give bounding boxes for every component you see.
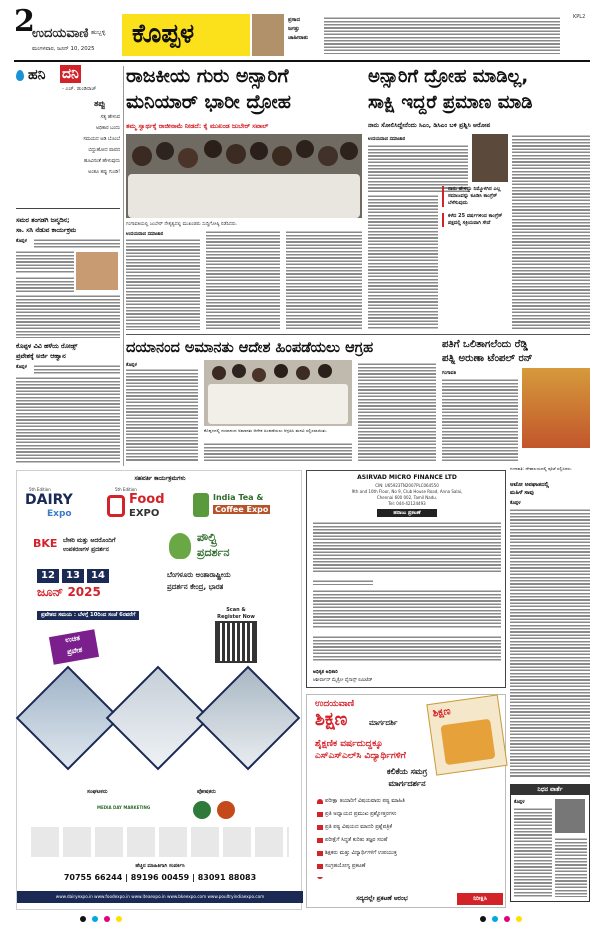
side-note-line: ಜಗತ್ತು [288, 26, 300, 32]
district-banner [122, 14, 250, 56]
lead-left-photo-caption: ಗಂಗಾವತಿಯಲ್ಲಿ ಜುಬೇರ್ ನೇತೃತ್ವದಲ್ಲಿ ಮುಖಂಡರು ಸುದ್ದಿಗೋಷ್ಠಿ ನಡೆಸಿದರು. [126, 222, 238, 227]
lead-right-pull-quote [442, 186, 510, 306]
poem-line: ಸಮಯದ ಅಡಿ ಬೊಂಬೆ [83, 137, 120, 142]
finance-notice-body [313, 635, 501, 661]
edition-tag: ಹುಬ್ಬಳ್ಳಿ [91, 29, 106, 36]
date-line: ಮಂಗಳವಾರ, ಜೂನ್ 10, 2025 [32, 46, 95, 52]
lead-left-body [126, 238, 200, 330]
food-expo-logo [107, 487, 179, 525]
register-block[interactable] [201, 607, 271, 677]
brief-one-body [34, 238, 120, 248]
page-number: 2 [14, 4, 35, 39]
date-day: 12 [37, 569, 59, 583]
shikshana-tagline-2: ಎಸ್ಎಸ್ಎಲ್‌ಸಿ ವಿದ್ಯಾರ್ಥಿಗಳಿಗೆ [315, 751, 406, 761]
column-rule [123, 66, 124, 466]
honey-author: - ಎಚ್. ಡುಂಡಿರಾಜ್ [62, 86, 97, 92]
lead-right-headline-1: ಅನ್ಸಾರಿಗೆ ದ್ರೋಹ ಮಾಡಿಲ್ಲ, [368, 66, 529, 87]
registration-dot [80, 916, 86, 922]
shikshana-points [317, 795, 501, 887]
lead-right-byline: ಉದಯವಾಣಿ ಸಮಾಚಾರ [368, 137, 406, 142]
shikshana-title: ಶಿಕ್ಷಣ [315, 709, 348, 730]
supporter-emblem [217, 801, 235, 819]
finance-notice-title: ಹರಾಜು ಪ್ರಕಟಣೆ [377, 509, 437, 517]
free-entry-line2: ಪ್ರವೇಶ [66, 645, 83, 657]
scan-line2: Register Now [217, 614, 255, 620]
poultry-line1: ಪೌಲ್ಟ್ರಿ [197, 531, 217, 544]
date-day: 14 [87, 569, 109, 583]
lead-right-subhead: ನಾನು ಸೋಲಿಸಿದ್ದೇನೆಂದು ಸಿಎಂ, ಡಿಸಿಎಂ ಬಳಿ ಪ್ರಶ್ನಿಸಿ ಆರೋಪ [368, 122, 491, 129]
ad-banner-photo [252, 14, 284, 56]
obituary-portrait [555, 799, 585, 833]
shikshana-bullets [317, 799, 323, 879]
venue-line2: ಪ್ರದರ್ಶನ ಕೇಂದ್ರ, ಭಾರತ [167, 583, 224, 591]
honey-poem [62, 112, 120, 178]
poem-line: ಹೂವಿನಂತೆ ಹೇಳುವುದು [83, 159, 120, 164]
point-item: ಸಂಗ್ರಹಯೋಗ್ಯ ಪ್ರಕಟಣೆ [325, 863, 366, 869]
finance-notice-body [313, 589, 501, 629]
brief-one-portrait [76, 252, 118, 290]
brief-one-heading: ಸಮರ ತಂಗಡಗಿ ಜನ್ಮದಿನ; [16, 216, 70, 224]
dairy-expo-logo [25, 487, 85, 525]
supporter-emblem [193, 801, 211, 819]
lead-left-subhead: ತಮ್ಮ ಸ್ವಾರ್ಥಕ್ಕೆ ರಾಜೀನಾಮೆ ನೀಡದೆ: ಕೈ ಮುಖಂಡ ಜುಬೇರ್ ಸವಾಲ್ [126, 122, 269, 130]
shikshana-cover-art [440, 719, 495, 766]
supporters-label: ಪೋಷಕರು [197, 789, 216, 795]
paper-name: ಉದಯವಾಣಿ [32, 26, 89, 41]
entry-timing: ಪ್ರವೇಶದ ಸಮಯ : ಬೆಳಗ್ಗೆ 10ರಿಂದ ಸಂಜೆ 6ರವರೆಗೆ [37, 611, 139, 620]
story-mid-left-body [358, 362, 436, 462]
poultry-line2: ಪ್ರದರ್ಶನ [197, 546, 230, 559]
drop-icon [16, 70, 24, 81]
venue-line1: ಬೆಂಗಳೂರು ಅಂತಾರಾಷ್ಟ್ರೀಯ [167, 571, 231, 579]
finance-signoff: ಅಧಿಕೃತ ಅಧಿಕಾರಿ [313, 670, 338, 675]
food-edition: 5th Edition [115, 487, 137, 492]
finance-notice [306, 470, 506, 688]
registration-dot [104, 916, 110, 922]
masthead-rule [14, 60, 590, 62]
story-mid-left [126, 338, 436, 464]
point-item: ಪ್ರತಿ ಪಠ್ಯ ವಿಷಯದ ಮಾದರಿ ಪ್ರಶ್ನೆಪತ್ರಿಕೆ [325, 824, 392, 830]
lead-story-right [368, 64, 590, 332]
shikshana-cover [426, 694, 507, 775]
lead-story-left [126, 64, 362, 332]
honey-title-word: ದನಿ [62, 66, 79, 82]
obituary-box [510, 784, 590, 902]
story-mid-left-headline: ದಯಾನಂದ ಅಮಾನತು ಆದೇಶ ಹಿಂಪಡೆಯಲು ಆಗ್ರಹ [126, 340, 374, 356]
date-day: 13 [62, 569, 84, 583]
bke-label: BKE [33, 537, 58, 550]
lead-right-body [368, 194, 438, 330]
expo-dates [37, 569, 153, 609]
poem-line: ಅಧಿಕಾರ ಬಂದು [95, 126, 120, 131]
brief-one-body [16, 250, 74, 274]
story-mid-left-body [126, 368, 198, 462]
sponsor-logos-strip [31, 827, 289, 857]
expo-illustration-mid [106, 666, 211, 771]
finance-cin: CIN: U65923TN2007PLC064550 [375, 483, 439, 488]
tea-line2: Coffee Expo [215, 505, 269, 514]
brief-one-body [16, 294, 120, 338]
shikshana-cover-title: ಶಿಕ್ಷಣ [431, 706, 452, 720]
obituary-heading: ನಿಧನ ವಾರ್ತೆ [511, 785, 589, 795]
story-mid-right-body [442, 378, 518, 462]
lead-left-photo [126, 134, 362, 218]
food-line2: EXPO [129, 508, 160, 519]
expo-advertisement [16, 470, 302, 910]
bakery-expo-logo [33, 531, 153, 561]
shikshana-subtitle-2: ಮಾರ್ಗದರ್ಶನ [388, 779, 426, 788]
media-partner-logo: MEDIA DAY MARKETING [97, 805, 151, 810]
brief-two-body [16, 376, 120, 464]
registration-dot [92, 916, 98, 922]
shikshana-title-suffix: ಮಾರ್ಗದರ್ಶಿ [369, 719, 398, 727]
lead-left-headline-1: ರಾಜಕೀಯ ಗುರು ಅನ್ಸಾರಿಗೆ [126, 65, 289, 87]
registration-dot [492, 916, 498, 922]
expo-illustration-right [196, 666, 301, 771]
lead-right-headline-2: ಸಾಕ್ಷಿ ಇದ್ದರೆ ಪ್ರಮಾಣ ಮಾಡಿ [368, 92, 533, 113]
food-expo-emblem [107, 495, 125, 517]
dairy-edition: 5th Edition [29, 487, 51, 492]
lead-left-body [286, 230, 362, 330]
story-mid-right [442, 338, 590, 464]
finance-phone: Tel: 044-42124493 [388, 501, 426, 506]
honey-dani-brief [16, 66, 120, 214]
pull-quote: ನಾನು ಹೇಳಿದ್ದು ನಿಮ್ಮೊಳಗಿನ ಎಲ್ಲ ಸಮಾಜವನ್ನು ಕೂಡಿಸಿ ಕಾಂಗ್ರೆಸ್ ಬೆಳೆಸುವುದು [442, 186, 510, 207]
brief-one [16, 214, 120, 340]
obituary-body [514, 807, 552, 897]
side-note-text [324, 16, 560, 54]
free-entry-badge [49, 629, 99, 665]
contact-phones: 70755 66244 | 89196 00459 | 83091 88083 [63, 873, 257, 882]
honey-title-prefix: ಹನಿ [28, 67, 46, 83]
expo-urls: www.dairyexpo.in www.foodexpo.in www.iteaexpo.in www.bkeexpo.com www.poultryindiaexpo.com [17, 891, 303, 903]
obituary-byline: ಕೊಪ್ಪಳ [514, 800, 525, 805]
right-column [510, 466, 590, 906]
registration-dot [504, 916, 510, 922]
finance-notice-body [313, 579, 373, 585]
lead-left-byline: ಉದಯವಾಣಿ ಸಮಾಚಾರ [126, 232, 164, 237]
registration-dot [516, 916, 522, 922]
shikshana-subtitle-1: ಕಲಿಕೆಯ ಸಮಗ್ರ [386, 767, 428, 776]
brief-one-subheading: ಸಾ. ಸಸಿ ನೆಡುವ ಕಾರ್ಯಕ್ರಮ [16, 226, 77, 234]
lead-left-body [206, 230, 280, 330]
right-col-brief-byline: ಕೊಪ್ಪಳ [510, 501, 521, 506]
registration-dot [480, 916, 486, 922]
story-mid-left-caption: ಕೊಪ್ಪಳದಲ್ಲಿ ದಯಾನಂದ ಅಮಾನತು ಆದೇಶ ಹಿಂಪಡೆಯಲು ಆಗ್ರಹಿಸಿ ಮನವಿ ಸಲ್ಲಿಸಲಾಯಿತು. [204, 428, 328, 433]
story-mid-left-byline: ಕೊಪ್ಪಳ [126, 363, 137, 368]
free-entry-line1: ಉಚಿತ [64, 633, 81, 645]
month-year: ಜೂನ್ 2025 [37, 585, 101, 599]
registration-dot [116, 916, 122, 922]
column-rule [126, 334, 590, 335]
right-col-brief-heading-1: ಆಟೋ ಅಪಘಾತದಲ್ಲಿ [510, 482, 549, 488]
poem-line: ಸತ್ಯ ಹೇಳುವ [100, 115, 120, 120]
side-note [288, 16, 308, 43]
lead-right-body [512, 134, 590, 330]
finance-company-kn: ಆಶೀರ್ವಾದ್ ಮೈಕ್ರೋ ಫೈನಾನ್ಸ್ ಲಿಮಿಟೆಡ್ [313, 678, 373, 683]
shikshana-tagline-1: ಶೈಕ್ಷಣಿಕ ವರ್ಷದುದ್ದಕ್ಕೂ [315, 739, 383, 749]
finance-address2: Chennai 600 002, Tamil Nadu. [376, 495, 438, 500]
point-item: ಪರೀಕ್ಷೆಗೆ ಸಿದ್ಧತೆ ಕುರಿತು ತಜ್ಞರ ಸಲಹೆ [325, 837, 388, 843]
expo-header: ಸಹವರ್ತಿ ಕಾರ್ಯಕ್ರಮಗಳು [134, 475, 186, 482]
tea-cup-icon [193, 493, 209, 517]
brief-two-heading: ಕೊಪ್ಪಳ ವಿವಿ ಹಳೆಯ ರೋಡ್ಸ್ [16, 342, 78, 350]
finance-notice-body [313, 521, 501, 573]
point-item: ಪ್ರತಿ ಅಧ್ಯಾಯದ ಪ್ರಮುಖ ಪ್ರಶ್ನೋತ್ತರಗಳು [325, 811, 397, 817]
masthead [8, 4, 596, 58]
dairy-line1: DAIRY [25, 492, 73, 508]
brief-two-byline: ಕೊಪ್ಪಳ [16, 365, 27, 370]
poem-line: ಬಿದ್ದುಹೋದ ಪಾಪದ [88, 148, 120, 153]
story-mid-left-body [204, 442, 352, 462]
page-code: KPL2 [573, 14, 586, 20]
organizers-label: ಸಂಘಟಕರು [87, 789, 108, 795]
right-col-brief-body [510, 508, 590, 778]
shikshana-title-strip [307, 695, 427, 735]
right-col-brief-heading-2: ಮಹಿಳೆ ಸಾವು [510, 490, 534, 496]
poem-line: ಅಂತೂ ತಪ್ಪು ಗುಂಡಿ! [88, 170, 120, 175]
obituary-body [555, 837, 587, 897]
point-item: ಶಿಕ್ಷಕರು ಮತ್ತು ವಿದ್ಯಾರ್ಥಿಗಳಿಗೆ ಉಪಯುಕ್ತ [325, 850, 397, 856]
tea-line1: India Tea & [213, 493, 264, 502]
finance-company: ASIRVAD MICRO FINANCE LTD [357, 474, 457, 481]
story-mid-right-headline-1: ಪತಿಗೆ ಒಲಿತಾಗಲೆಂದು ರೆಡ್ಡಿ [442, 339, 528, 350]
tea-expo-logo [193, 487, 297, 525]
side-note-line: ಪ್ರಸಾದ [288, 17, 300, 23]
food-line1: Food [129, 492, 165, 507]
point-item: ಪರೀಕ್ಷಾ ತಯಾರಿಗೆ ವಿಷಯವಾರು ಪಠ್ಯ ಮಾಹಿತಿ [325, 798, 405, 804]
story-mid-right-byline: ಗಂಗಾವತಿ [442, 371, 457, 376]
bakery-line1: ಬೇಕರಿ ಮತ್ತು ಅದರೊಂದಿಗೆ [63, 537, 116, 544]
brief-one-byline: ಕೊಪ್ಪಳ [16, 239, 27, 244]
finance-address1: 9th and 10th Floor, No 9, Club House Road, Anna Salai, [351, 489, 463, 494]
district-title: ಕೊಪ್ಪಳ [132, 19, 195, 49]
lead-right-portrait [472, 134, 508, 182]
honey-rule [16, 208, 120, 209]
brief-one-body [16, 276, 74, 292]
scan-line1: Scan & [226, 607, 246, 613]
story-mid-right-headline-2: ಪತ್ನಿ ಅರುಣಾ ಟೆಂಪಲ್ ರನ್ [442, 353, 533, 364]
shikshana-advertisement [306, 694, 506, 908]
registration-marks [0, 912, 600, 926]
qr-code-icon[interactable] [217, 623, 255, 661]
dairy-line2: Expo [47, 509, 72, 519]
story-mid-right-photo [522, 368, 590, 448]
pull-quote: ಕಳೆದ 25 ವರ್ಷಗಳಿಂದ ಕಾಂಗ್ರೆಸ್ ಪಕ್ಷದಲ್ಲಿ ಸಕ್ರಿಯವಾಗಿ ಸೇವೆ [442, 213, 510, 227]
poultry-expo-logo [167, 529, 293, 563]
shikshana-footer-badge: ನಿರೀಕ್ಷಿಸಿ [457, 893, 503, 905]
brief-two [16, 342, 120, 468]
lead-right-body [368, 144, 468, 192]
poultry-hen-icon [169, 533, 191, 559]
brief-two-body [34, 364, 120, 374]
side-note-line: ಜಾಹೀರಾತು [288, 35, 309, 41]
brief-two-subheading: ಪ್ರವೇಶಕ್ಕೆ ಅರ್ಜಿ ಆಹ್ವಾನ [16, 352, 66, 360]
story-mid-left-photo [204, 360, 352, 426]
expo-illustration-left [16, 666, 121, 771]
bakery-line2: ಉಪಕರಣಗಳ ಪ್ರದರ್ಶನ [63, 546, 109, 553]
right-col-caption: ಗಂಗಾವತಿ: ದೇವಾಲಯದಲ್ಲಿ ಪೂಜೆ ಸಲ್ಲಿಸಿದರು. [510, 466, 573, 471]
shikshana-footer: ಸದ್ಯದಲ್ಲೇ ಪ್ರಕಟಣೆ ಆರಂಭ [356, 895, 408, 902]
contact-label: ಹೆಚ್ಚಿನ ಮಾಹಿತಿಗಾಗಿ ಸಂಪರ್ಕಿಸಿ [135, 863, 185, 869]
honey-heading: ತಪ್ಪು [94, 99, 106, 108]
lead-left-headline-2: ಮನಿಯಾರ್ ಭಾರೀ ದ್ರೋಹ [126, 91, 291, 113]
shikshana-paper: ಉದಯವಾಣಿ [315, 699, 355, 709]
